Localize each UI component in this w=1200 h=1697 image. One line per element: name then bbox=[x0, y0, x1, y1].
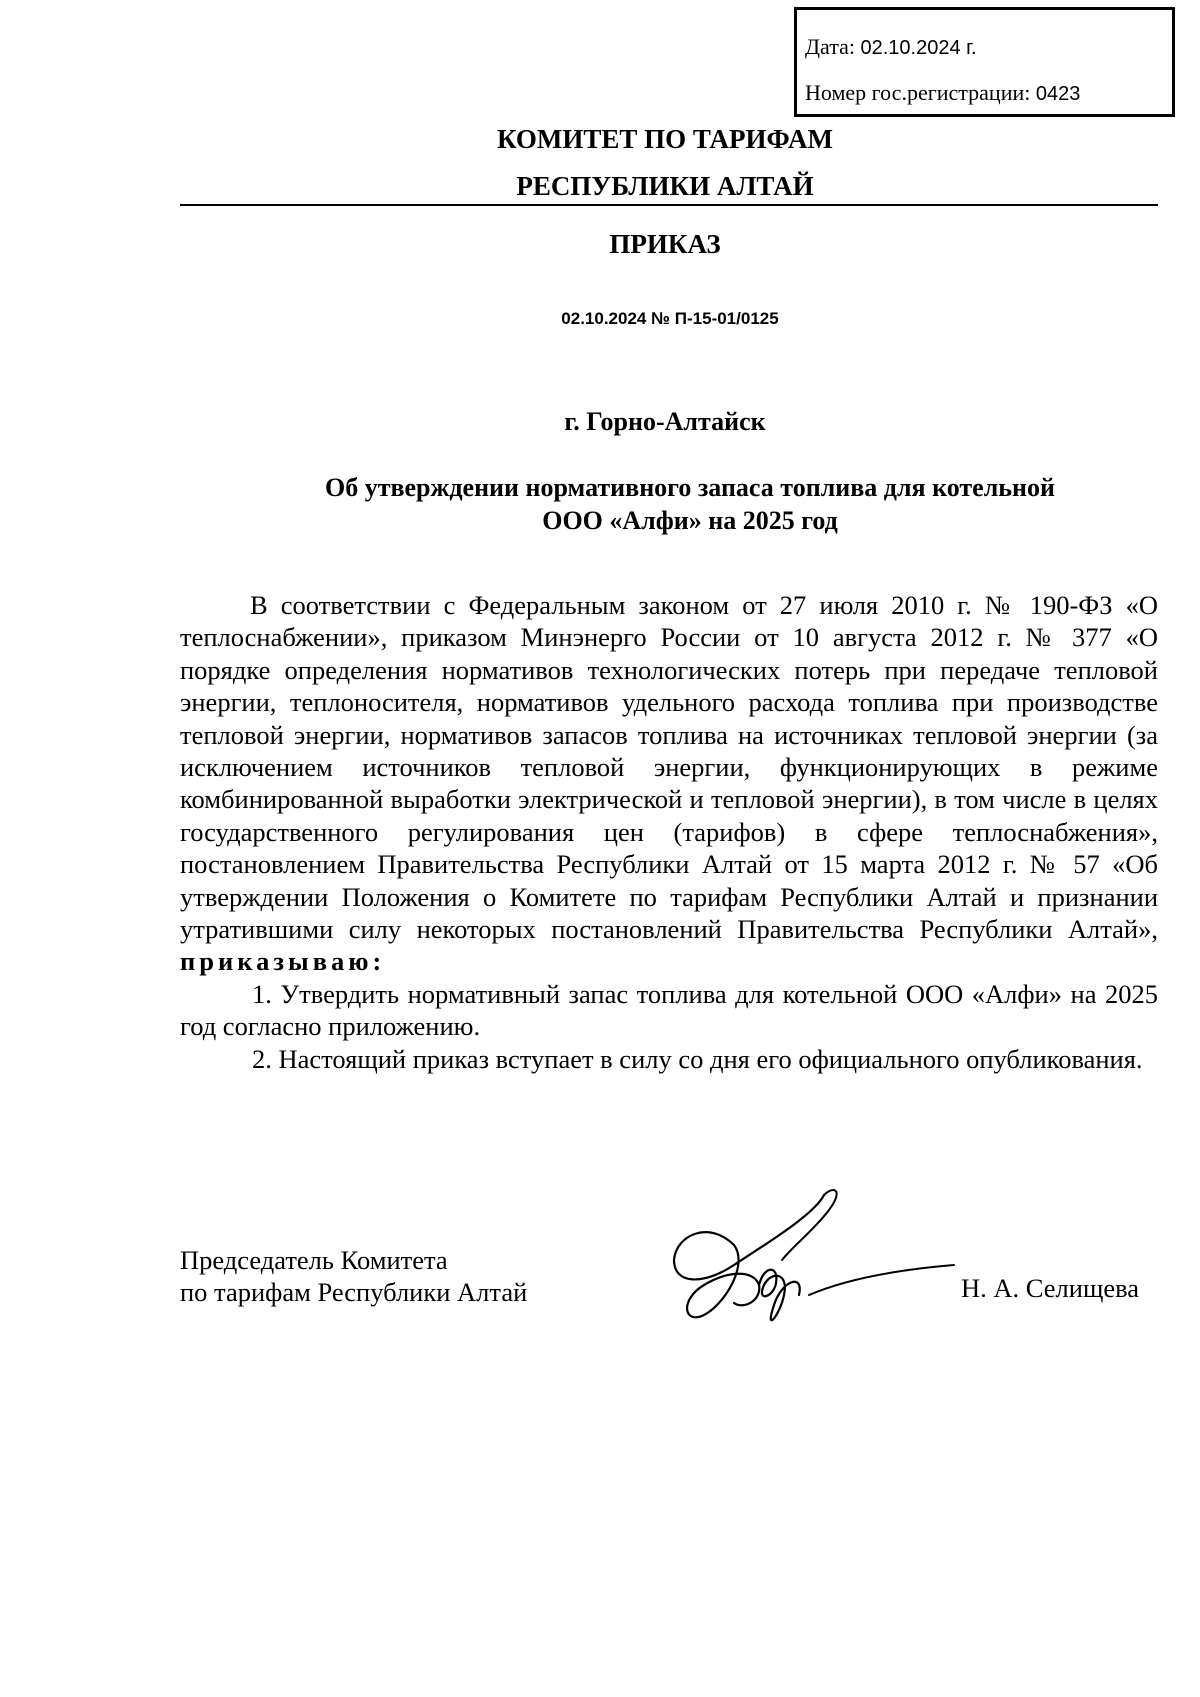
registration-stamp bbox=[794, 7, 1175, 117]
subject-line2: ООО «Алфи» на 2025 год bbox=[542, 506, 838, 535]
preamble-paragraph bbox=[180, 589, 1158, 978]
order-item-2: 2. Настоящий приказ вступает в силу со дня его официального опубликования. bbox=[252, 1043, 1143, 1074]
signer-title-line1: Председатель Комитета bbox=[180, 1245, 448, 1275]
subject-line1: Об утверждении нормативного запаса топлива для котельной bbox=[324, 473, 1056, 502]
signer-title-line2: по тарифам Республики Алтай bbox=[180, 1277, 528, 1307]
city: г. Горно-Алтайск bbox=[564, 407, 766, 436]
order-word: приказываю: bbox=[180, 946, 386, 977]
org-name-line2: РЕСПУБЛИКИ АЛТАЙ bbox=[516, 171, 814, 201]
registration-number-label: Номер гос.регистрации: bbox=[805, 80, 1031, 105]
registration-number-value: 0423 bbox=[1035, 83, 1081, 105]
signer-title bbox=[180, 1244, 527, 1308]
preamble-text: В соответствии с Федеральным законом от 27 июля 2010 г. № 190-ФЗ «О теплоснабжении», приказом Минэнерго России от 10 августа 2012 г. № 377 «О порядке определения нормативов технологических потерь при передаче тепловой энергии, теплоносителя, нормативов удельного расхода топлива при производстве тепловой энергии, нормативов запасов топлива на источниках тепловой энергии (за исключением источников тепловой энергии, функционирующих в режиме комбинированной выработки электрической и тепловой энергии), в том числе в целях государственного регулирования цен (тарифов) в сфере теплоснабжения», постановлением Правительства Республики Алтай от 15 марта 2012 г. № 57 «Об утверждении Положения о Комитете по тарифам Республики Алтай и признании утратившими силу некоторых постановлений Правительства Республики Алтай», bbox=[180, 590, 1158, 945]
document-body bbox=[180, 589, 1158, 1075]
registration-date-value: 02.10.2024 г. bbox=[860, 37, 977, 59]
registration-date-label: Дата: bbox=[805, 34, 855, 59]
document-type: ПРИКАЗ bbox=[609, 229, 721, 259]
signer-name: Н. А. Селищева bbox=[961, 1273, 1140, 1303]
document-subject bbox=[270, 471, 1110, 537]
order-item-1: 1. Утвердить нормативный запас топлива для котельной ООО «Алфи» на 2025 год согласно приложению. bbox=[180, 978, 1158, 1042]
order-number: 02.10.2024 № П-15-01/0125 bbox=[561, 309, 779, 328]
header-divider bbox=[180, 204, 1158, 206]
org-name-line1: КОМИТЕТ ПО ТАРИФАМ bbox=[496, 124, 834, 154]
registration-number bbox=[805, 80, 1080, 106]
handwritten-signature bbox=[664, 1185, 964, 1335]
registration-date bbox=[805, 34, 977, 60]
